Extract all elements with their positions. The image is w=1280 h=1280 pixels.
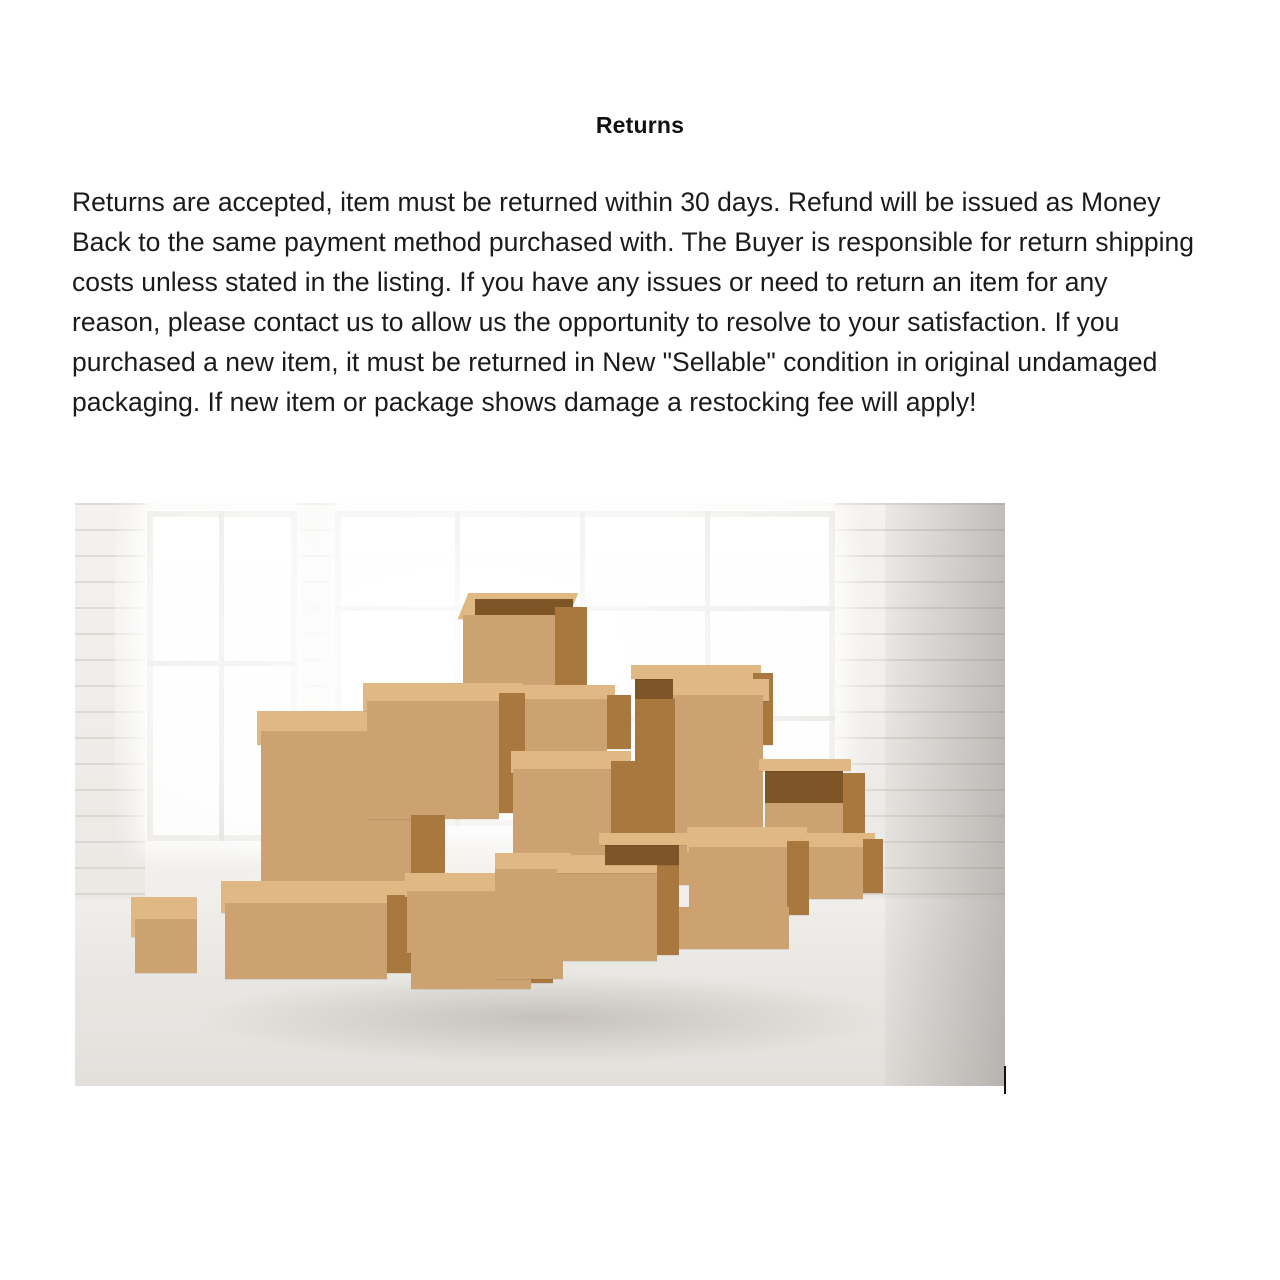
photo-canvas [75,503,1005,1086]
box-side [863,839,883,893]
box [367,701,499,819]
box-flap [631,665,761,679]
box [135,919,197,973]
box [679,907,789,949]
box [225,903,387,979]
text-cursor [1004,1066,1006,1094]
room-right-pillar [885,503,1005,1086]
box-side [607,695,631,749]
brick-wall-left [75,503,145,903]
returns-policy-paragraph: Returns are accepted, item must be returned within 30 days. Refund will be issued as Money Back to the same payment method purchased with. The Buyer is responsible for return shipping costs unless stated in the listing. If you have any issues or need to return an item for any reason, please contact us to allow us the opportunity to resolve to your satisfaction. If you purchased a new item, it must be returned in New "Sellable" condition in original undamaged packaging. If new item or package shows damage a restocking fee will apply! [72,187,1202,417]
boxes-photo [75,503,1005,1086]
box [561,869,657,961]
box-flap [759,759,851,771]
page-title: Returns [595,112,685,138]
box-side [657,861,679,955]
box [495,869,563,979]
pile-shadow [195,973,895,1063]
box-flap [599,833,687,845]
box-side [787,841,809,915]
